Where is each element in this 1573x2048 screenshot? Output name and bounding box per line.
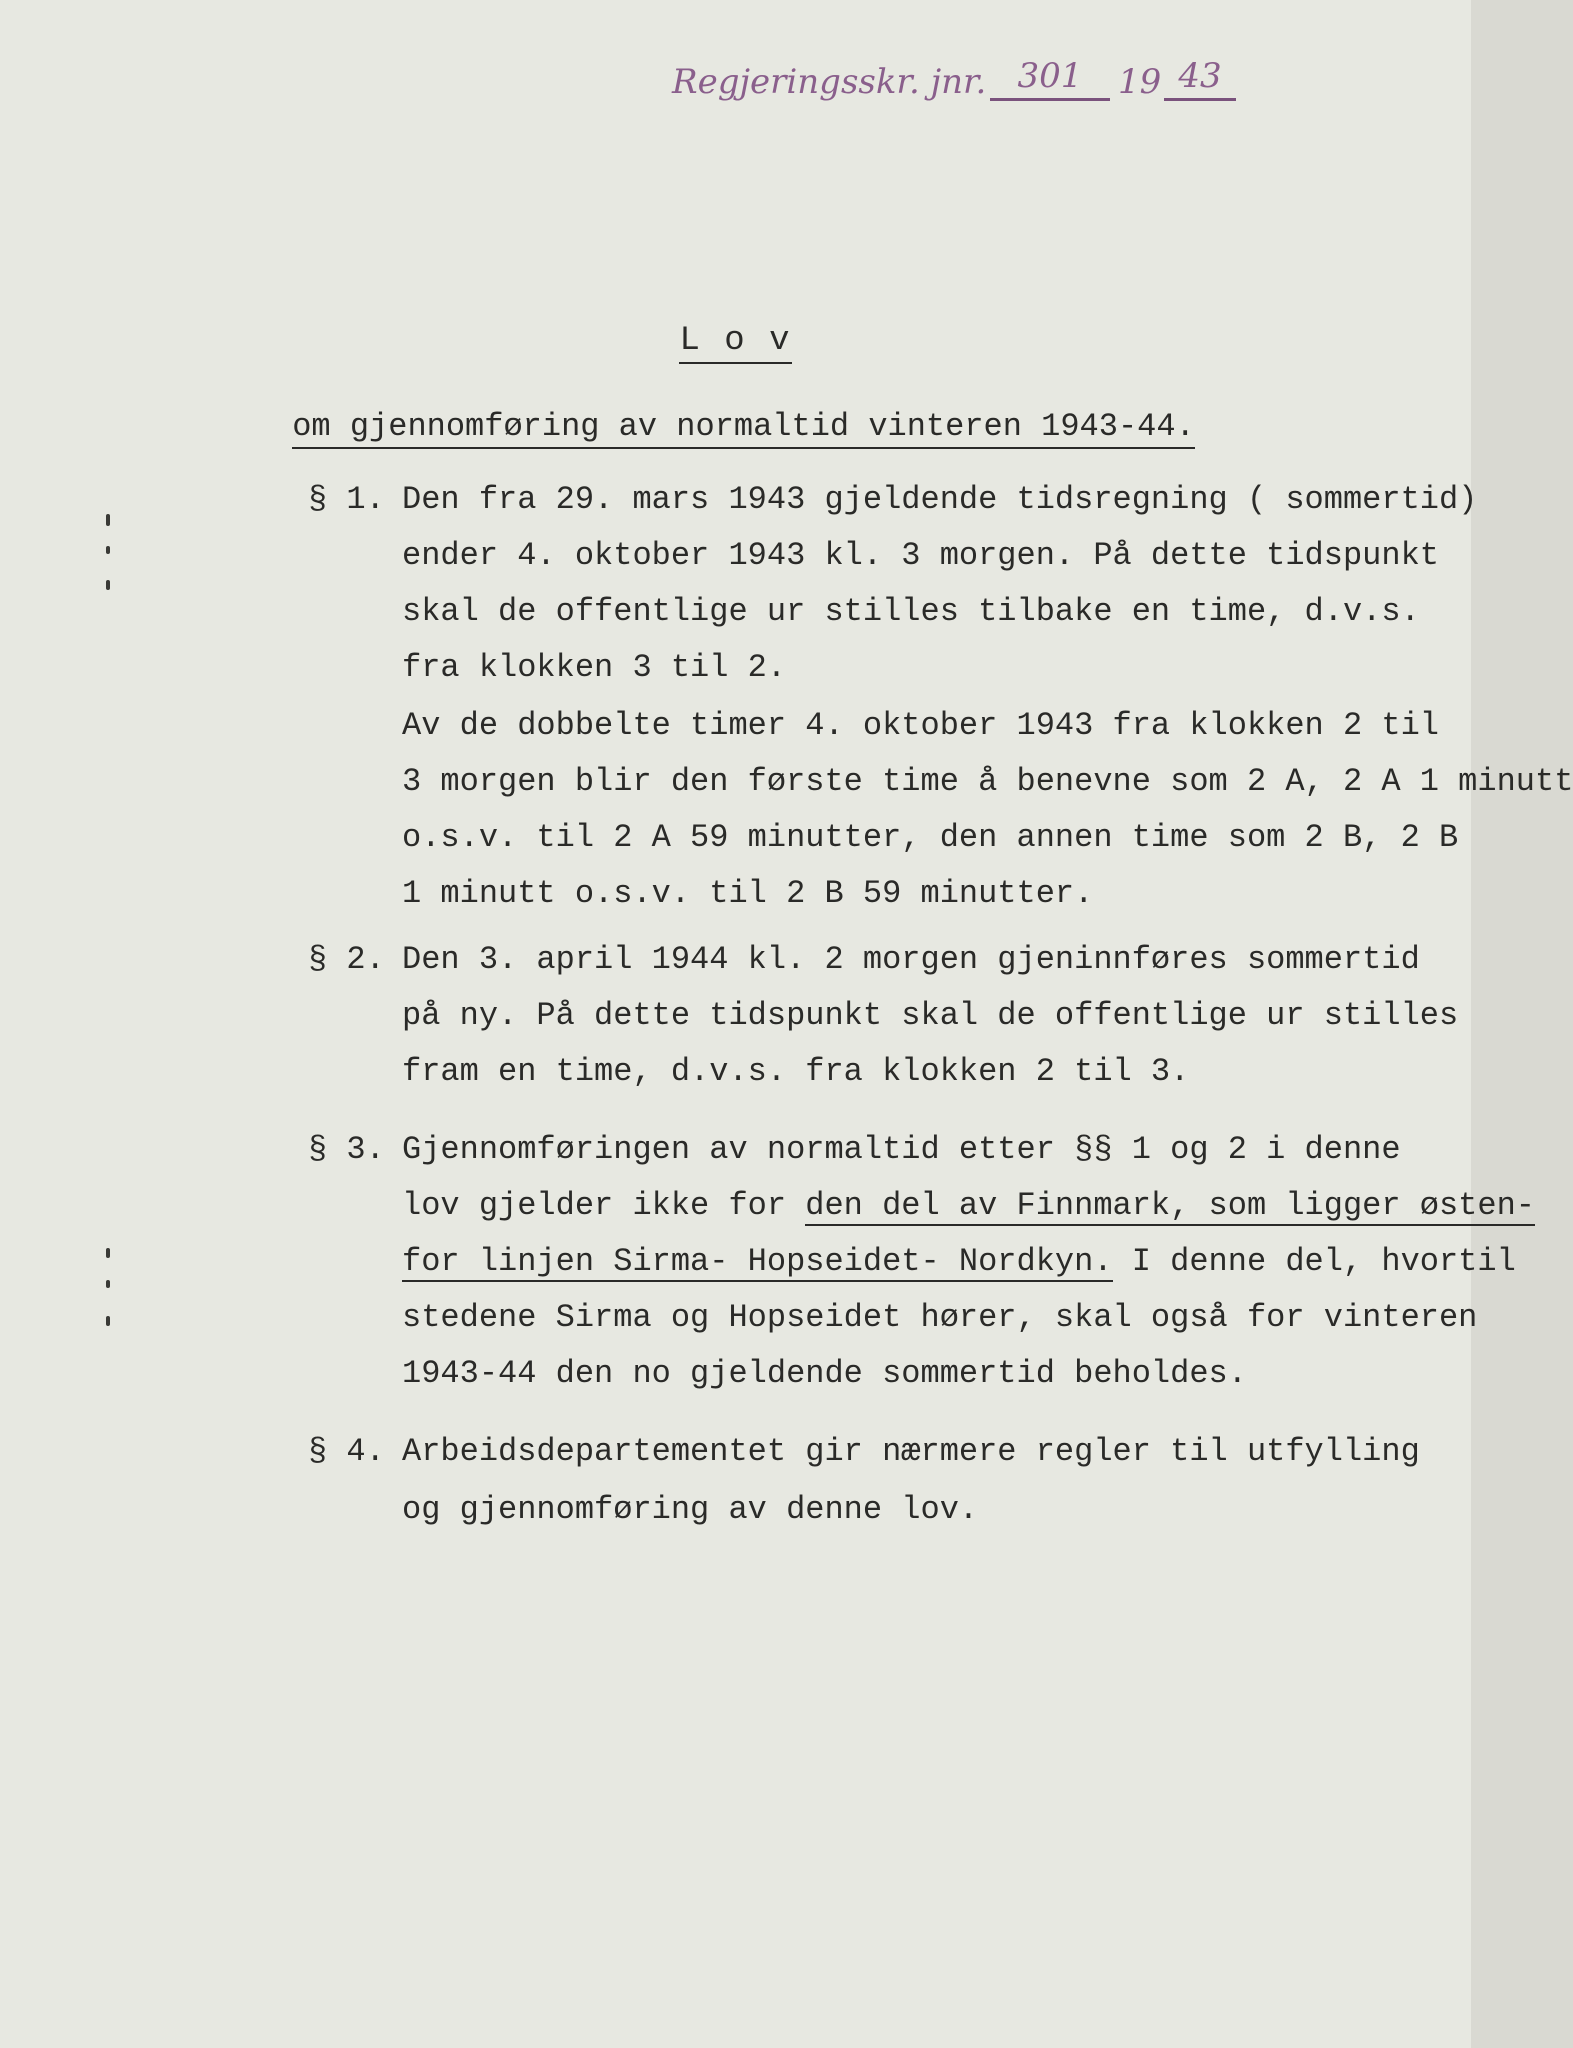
registry-stamp bbox=[672, 56, 1232, 112]
stamp-number: 301 bbox=[990, 56, 1110, 101]
text-line: Av de dobbelte timer 4. oktober 1943 fra klokken 2 til bbox=[402, 707, 1439, 744]
text-line: lov gjelder ikke for den del av Finnmark, som ligger østen- bbox=[402, 1187, 1535, 1224]
text-line: Gjennomføringen av normaltid etter §§ 1 og 2 i denne bbox=[402, 1131, 1401, 1168]
margin-mark bbox=[106, 580, 110, 590]
text-line: 3 morgen blir den første time å benevne som 2 A, 2 A 1 minutt bbox=[402, 763, 1573, 800]
section-mark: § 4. bbox=[308, 1433, 385, 1470]
page-title: L o v bbox=[0, 322, 1471, 360]
text-line: fra klokken 3 til 2. bbox=[402, 649, 787, 686]
text-line: på ny. På dette tidspunkt skal de offentlige ur stilles bbox=[402, 997, 1459, 1034]
section-mark: § 3. bbox=[308, 1131, 385, 1168]
text-line: Arbeidsdepartementet gir nærmere regler til utfylling bbox=[402, 1433, 1420, 1470]
text-line: o.s.v. til 2 A 59 minutter, den annen time som 2 B, 2 B bbox=[402, 819, 1459, 856]
margin-mark bbox=[106, 514, 110, 526]
text-line: 1943-44 den no gjeldende sommertid beholdes. bbox=[402, 1355, 1247, 1392]
text-line: for linjen Sirma- Hopseidet- Nordkyn. I denne del, hvortil bbox=[402, 1243, 1516, 1280]
text-line: ender 4. oktober 1943 kl. 3 morgen. På dette tidspunkt bbox=[402, 537, 1439, 574]
page-subtitle: om gjennomføring av normaltid vinteren 1943-44. bbox=[0, 408, 1471, 445]
text-line: skal de offentlige ur stilles tilbake en time, d.v.s. bbox=[402, 593, 1420, 630]
margin-mark bbox=[106, 1316, 110, 1326]
margin-mark bbox=[106, 546, 110, 554]
underlined-region: den del av Finnmark, som ligger østen- bbox=[805, 1187, 1535, 1224]
section-mark: § 1. bbox=[308, 481, 385, 518]
text-line: og gjennomføring av denne lov. bbox=[402, 1491, 979, 1528]
stamp-year-prefix: 19 bbox=[1118, 62, 1162, 102]
text-line: Den 3. april 1944 kl. 2 morgen gjeninnføres sommertid bbox=[402, 941, 1420, 978]
margin-mark bbox=[106, 1280, 110, 1288]
text-line: stedene Sirma og Hopseidet hører, skal også for vinteren bbox=[402, 1299, 1478, 1336]
stamp-year-suffix: 43 bbox=[1164, 56, 1236, 101]
underlined-region: for linjen Sirma- Hopseidet- Nordkyn. bbox=[402, 1243, 1113, 1280]
text-line: 1 minutt o.s.v. til 2 B 59 minutter. bbox=[402, 875, 1094, 912]
section-mark: § 2. bbox=[308, 941, 385, 978]
text-line: fram en time, d.v.s. fra klokken 2 til 3. bbox=[402, 1053, 1190, 1090]
stamp-label: Regjeringsskr. jnr. bbox=[672, 62, 987, 102]
text-line: Den fra 29. mars 1943 gjeldende tidsregning ( sommertid) bbox=[402, 481, 1478, 518]
margin-mark bbox=[106, 1248, 110, 1258]
